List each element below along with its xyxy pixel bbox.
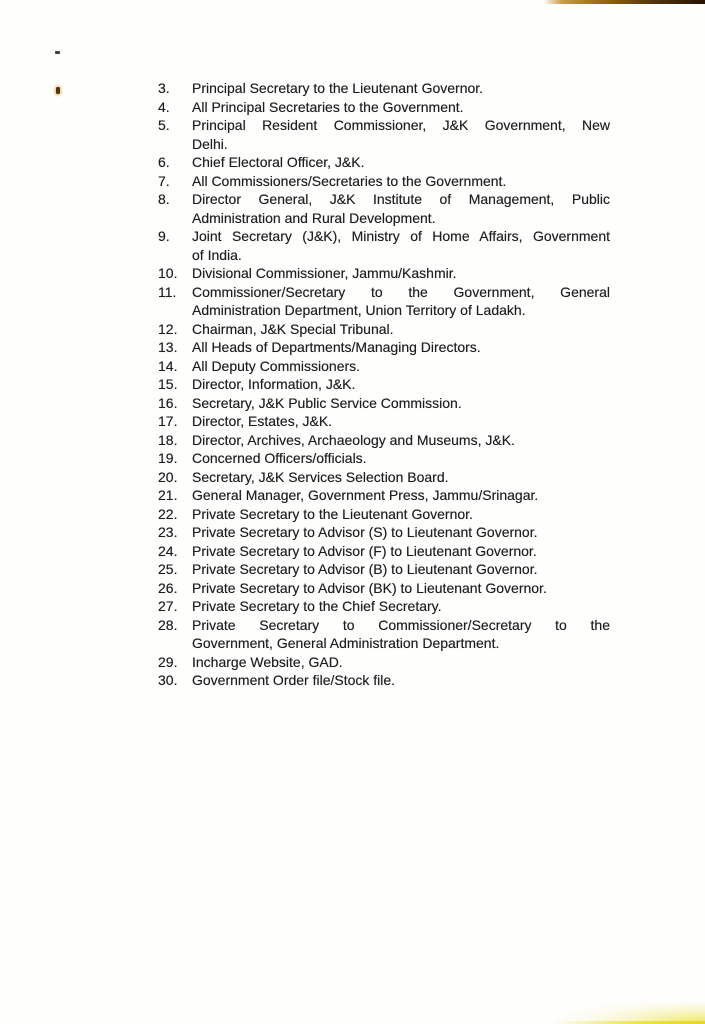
list-item-number: 5. xyxy=(158,117,170,133)
list-item-text-line: Private Secretary to Advisor (B) to Lieutenant Governor. xyxy=(192,561,538,577)
list-item-text-line: Private Secretary to Advisor (BK) to Lieutenant Governor. xyxy=(192,579,547,596)
list-item xyxy=(158,505,610,524)
list-item-text-line: Commissioner/Secretary to the Government, General xyxy=(192,283,610,300)
list-item xyxy=(158,486,610,505)
list-item-number: 20. xyxy=(158,468,178,485)
list-item-text xyxy=(192,542,610,561)
list-item-number: 10. xyxy=(158,265,178,281)
list-item-text-line: Incharge Website, GAD. xyxy=(192,653,343,670)
list-item-text xyxy=(192,412,610,431)
list-item-text-line: Private Secretary to the Lieutenant Governor. xyxy=(192,505,473,522)
list-item-text-line: Private Secretary to Advisor (F) to Lieutenant Governor. xyxy=(192,542,537,559)
list-item-text-line: Director General, J&K Institute of Management, Public xyxy=(192,191,610,207)
list-item-text xyxy=(192,394,610,413)
list-item-number: 27. xyxy=(158,598,178,614)
list-item-number: 25. xyxy=(158,561,178,577)
list-item-text-line: Administration and Rural Development. xyxy=(192,209,436,226)
list-item-text-line: Chief Electoral Officer, J&K. xyxy=(192,154,365,170)
list-item xyxy=(158,375,610,394)
list-item-number: 16. xyxy=(158,394,178,411)
list-item xyxy=(158,542,610,561)
list-item-text-line: Principal Resident Commissioner, J&K Government, New xyxy=(192,117,610,133)
list-item-number: 29. xyxy=(158,653,178,670)
list-item-text-line: All Heads of Departments/Managing Directors. xyxy=(192,339,481,355)
list-item-number: 9. xyxy=(158,228,170,244)
list-item-text xyxy=(192,338,610,357)
scan-artifact-speck-dot xyxy=(56,87,60,94)
list-item-number: 17. xyxy=(158,413,178,429)
list-item xyxy=(158,616,610,653)
list-item-text xyxy=(192,579,610,598)
list-item xyxy=(158,357,610,376)
list-item-text-line: All Commissioners/Secretaries to the Government. xyxy=(192,172,507,189)
distribution-list xyxy=(158,79,610,690)
scan-artifact-bottom-streak xyxy=(515,1002,705,1024)
list-item-text xyxy=(192,523,610,542)
list-item xyxy=(158,264,610,283)
list-item-text xyxy=(192,597,610,616)
list-item-text-line: Government Order file/Stock file. xyxy=(192,672,396,688)
list-item-text xyxy=(192,486,610,505)
list-item-text xyxy=(192,98,610,117)
list-item-text-line: General Manager, Government Press, Jammu/Srinagar. xyxy=(192,487,539,503)
list-item xyxy=(158,338,610,357)
list-item-number: 3. xyxy=(158,80,170,96)
list-item-number: 8. xyxy=(158,191,170,207)
list-item-text-line: Secretary, J&K Public Service Commission. xyxy=(192,394,462,411)
list-item xyxy=(158,116,610,153)
list-item-text xyxy=(192,505,610,524)
list-item xyxy=(158,283,610,320)
list-item xyxy=(158,153,610,172)
list-item-number: 15. xyxy=(158,376,178,392)
list-item-number: 11. xyxy=(158,283,177,300)
list-item-text xyxy=(192,79,610,98)
list-item-number: 13. xyxy=(158,339,178,355)
list-item xyxy=(158,523,610,542)
list-item-text xyxy=(192,116,610,153)
list-item-text xyxy=(192,653,610,672)
list-item xyxy=(158,412,610,431)
list-item-text xyxy=(192,172,610,191)
list-item-text xyxy=(192,357,610,376)
list-item-number: 21. xyxy=(158,487,178,503)
list-item-number: 24. xyxy=(158,542,178,559)
list-item-text xyxy=(192,283,610,320)
list-item xyxy=(158,98,610,117)
list-item-text-line: Administration Department, Union Territory of Ladakh. xyxy=(192,302,526,318)
list-item-number: 23. xyxy=(158,524,178,540)
list-item-text xyxy=(192,560,610,579)
list-item-text xyxy=(192,449,610,468)
list-item-text-line: All Deputy Commissioners. xyxy=(192,357,361,374)
list-item-text-line: Joint Secretary (J&K), Ministry of Home Affairs, Government xyxy=(192,228,610,244)
list-item-text-line: Secretary, J&K Services Selection Board. xyxy=(192,468,449,485)
list-item xyxy=(158,394,610,413)
list-item xyxy=(158,227,610,264)
list-item xyxy=(158,597,610,616)
list-item-number: 19. xyxy=(158,450,178,466)
list-item-text-line: of India. xyxy=(192,246,242,263)
list-item-number: 22. xyxy=(158,505,178,522)
list-item-text-line: Divisional Commissioner, Jammu/Kashmir. xyxy=(192,265,457,281)
list-item-text-line: Chairman, J&K Special Tribunal. xyxy=(192,320,394,337)
list-item-text-line: Delhi. xyxy=(192,135,228,152)
list-item-text xyxy=(192,153,610,172)
list-item-number: 30. xyxy=(158,672,178,688)
list-item-number: 28. xyxy=(158,616,178,633)
list-item-text xyxy=(192,227,610,264)
list-item-text xyxy=(192,320,610,339)
scan-artifact-top-edge xyxy=(543,0,705,4)
list-item xyxy=(158,431,610,450)
list-item-text xyxy=(192,468,610,487)
list-item-text-line: Private Secretary to Advisor (S) to Lieutenant Governor. xyxy=(192,524,538,540)
list-item xyxy=(158,320,610,339)
list-item-text-line: Director, Estates, J&K. xyxy=(192,413,333,429)
list-item-number: 4. xyxy=(158,98,170,115)
list-item xyxy=(158,468,610,487)
list-item-text-line: Government, General Administration Department. xyxy=(192,635,500,651)
list-item-text xyxy=(192,616,610,653)
list-item xyxy=(158,560,610,579)
list-item-text xyxy=(192,375,610,394)
list-item-text-line: Private Secretary to the Chief Secretary. xyxy=(192,598,442,614)
list-item xyxy=(158,653,610,672)
list-item-text xyxy=(192,671,610,690)
list-item-text xyxy=(192,190,610,227)
list-item-text-line: All Principal Secretaries to the Government. xyxy=(192,98,464,115)
list-item-number: 12. xyxy=(158,320,178,337)
list-item-number: 26. xyxy=(158,579,178,596)
scan-artifact-speck-dash xyxy=(55,51,60,54)
list-item xyxy=(158,190,610,227)
list-item-number: 6. xyxy=(158,154,170,170)
list-item xyxy=(158,579,610,598)
list-item-text xyxy=(192,264,610,283)
list-item-number: 7. xyxy=(158,172,170,189)
list-item xyxy=(158,79,610,98)
list-item xyxy=(158,449,610,468)
list-item-text-line: Private Secretary to Commissioner/Secretary to the xyxy=(192,616,610,633)
list-item-text xyxy=(192,431,610,450)
list-item-text-line: Director, Information, J&K. xyxy=(192,376,356,392)
list-item-text-line: Principal Secretary to the Lieutenant Governor. xyxy=(192,80,484,96)
list-item-text-line: Concerned Officers/officials. xyxy=(192,450,367,466)
list-item xyxy=(158,671,610,690)
list-item-number: 18. xyxy=(158,431,178,448)
list-item-number: 14. xyxy=(158,357,178,374)
list-item xyxy=(158,172,610,191)
list-item-text-line: Director, Archives, Archaeology and Museums, J&K. xyxy=(192,431,515,448)
